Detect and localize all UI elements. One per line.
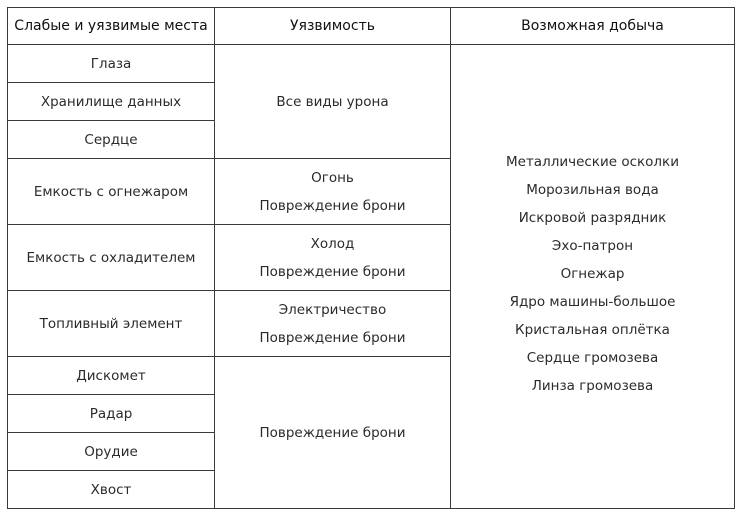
vulnerability-cell [215,291,451,357]
weak-spot-cell: Емкость с огнежаром [8,159,215,225]
vulnerability-cell [215,357,451,509]
vulnerability-text: Электричество [278,301,387,318]
loot-item: Металлические осколки [505,153,679,170]
weak-spot-cell: Радар [8,395,215,433]
weak-spot-cell: Глаза [8,45,215,83]
table-row [8,45,735,83]
vulnerability-cell [215,225,451,291]
table-header-row [8,8,735,45]
vulnerability-cell [215,45,451,159]
weak-spot-cell: Сердце [8,121,215,159]
loot-list [455,148,730,406]
loot-item: Кристальная оплётка [515,321,670,338]
loot-item: Эхо-патрон [551,237,634,254]
weak-spot-cell: Топливный элемент [8,291,215,357]
weak-spot-cell: Емкость с охладителем [8,225,215,291]
weak-spot-cell: Дискомет [8,357,215,395]
vulnerability-cell [215,159,451,225]
vulnerability-text: Повреждение брони [259,263,406,280]
vulnerability-text: Повреждение брони [259,197,406,214]
vulnerability-text: Повреждение брони [259,424,406,441]
weak-spots-table-wrapper [7,7,735,509]
loot-item: Ядро машины-большое [509,293,676,310]
weak-spot-cell: Хранилище данных [8,83,215,121]
loot-cell [451,45,735,509]
vulnerability-text: Повреждение брони [259,329,406,346]
weak-spots-table [7,7,735,509]
weak-spot-cell: Хвост [8,471,215,509]
vulnerability-text: Холод [310,235,355,252]
header-vulnerability: Уязвимость [215,8,451,45]
weak-spot-cell: Орудие [8,433,215,471]
header-weak-spots: Слабые и уязвимые места [8,8,215,45]
loot-item: Сердце громозева [526,349,659,366]
loot-item: Искровой разрядник [518,209,667,226]
loot-item: Линза громозева [531,377,654,394]
loot-item: Огнежар [560,265,625,282]
vulnerability-text: Огонь [311,169,354,186]
loot-item: Морозильная вода [526,181,659,198]
header-loot: Возможная добыча [451,8,735,45]
vulnerability-text: Все виды урона [276,93,389,110]
